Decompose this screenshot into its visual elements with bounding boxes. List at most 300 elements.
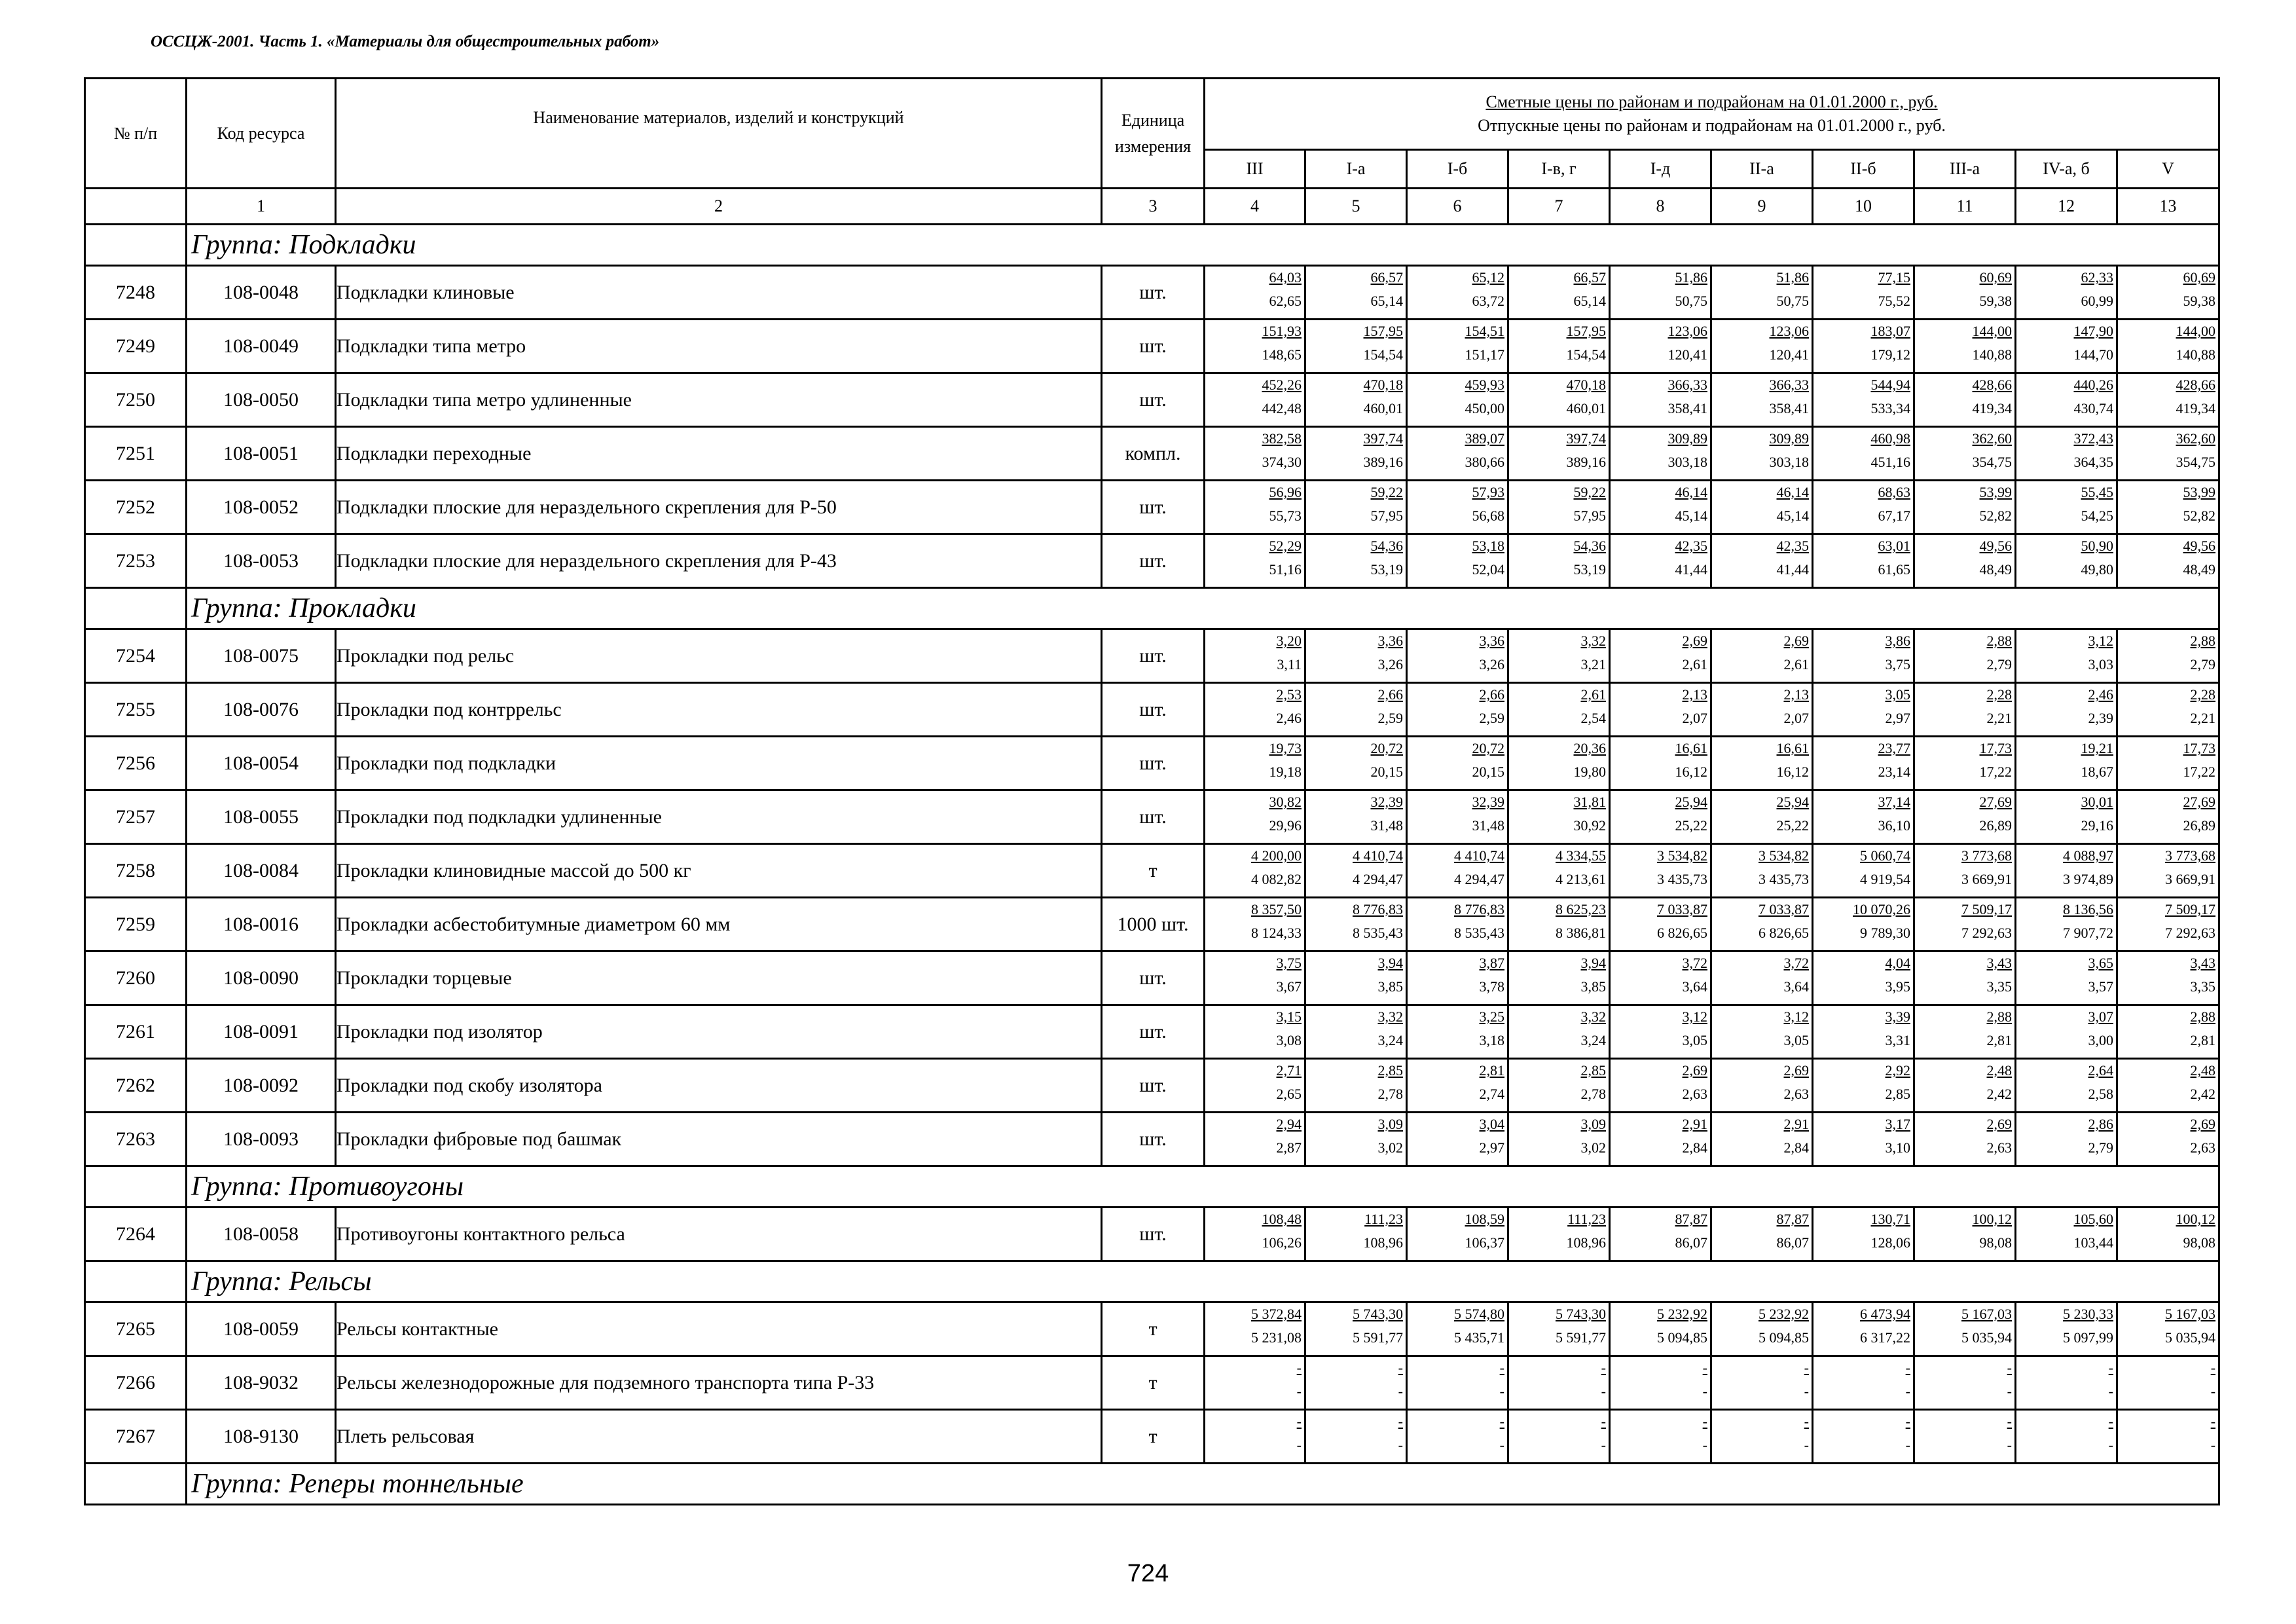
price-cell: [1305, 629, 1407, 683]
price-cell: [2117, 790, 2219, 844]
material-name: Подкладки клиновые: [336, 266, 1102, 320]
estimate-price: 42,35: [1675, 538, 1707, 554]
price-cell: [2016, 373, 2117, 427]
price-cell: [1610, 320, 1711, 373]
price-cell: [1813, 1356, 1914, 1410]
price-cell: [1610, 266, 1711, 320]
price-cell: [1508, 534, 1610, 588]
price-cell: [1914, 629, 2016, 683]
price-cell: [1407, 1356, 1508, 1410]
release-price: -: [1296, 1437, 1302, 1453]
estimate-price: 2,81: [1479, 1062, 1504, 1079]
material-name: Прокладки под контррельс: [336, 683, 1102, 737]
price-cell: [1813, 683, 1914, 737]
estimate-price: 309,89: [1769, 430, 1809, 447]
release-price: 2,63: [1783, 1086, 1809, 1102]
estimate-price: -: [2007, 1413, 2012, 1430]
release-price: 29,16: [2081, 817, 2113, 834]
release-price: 460,01: [1363, 400, 1403, 416]
estimate-price: 51,86: [1675, 269, 1707, 286]
unit-of-measure: шт.: [1102, 534, 1205, 588]
release-price: 2,54: [1580, 710, 1606, 726]
price-cell: [2117, 1356, 2219, 1410]
release-price: 3,24: [1377, 1032, 1403, 1048]
release-price: 2,59: [1377, 710, 1403, 726]
material-name: Подкладки плоские для нераздельного скрепления для Р-43: [336, 534, 1102, 588]
release-price: 3,02: [1377, 1139, 1403, 1156]
estimate-price: 2,61: [1580, 686, 1606, 703]
group-title: Группа: Подкладки: [191, 230, 416, 260]
material-name: Подкладки плоские для нераздельного скрепления для Р-50: [336, 481, 1102, 534]
estimate-price: 50,90: [2081, 538, 2113, 554]
estimate-price: 2,69: [1986, 1116, 2012, 1132]
release-price: 6 826,65: [1657, 925, 1707, 941]
price-cell: [1305, 1356, 1407, 1410]
price-cell: [1711, 1302, 1813, 1356]
release-price: -: [1804, 1437, 1809, 1453]
release-price: 8 535,43: [1454, 925, 1504, 941]
estimate-price: -: [2210, 1413, 2216, 1430]
running-header: ОССЦЖ-2001. Часть 1. «Материалы для общестроительных работ»: [151, 33, 660, 50]
resource-code: 108-0091: [187, 1005, 336, 1059]
release-price: 2,65: [1276, 1086, 1302, 1102]
estimate-price: 3,65: [2088, 955, 2113, 971]
estimate-price: 3,94: [1580, 955, 1606, 971]
column-index: 7: [1508, 189, 1610, 225]
release-price: 52,82: [2183, 507, 2216, 524]
release-price: 60,99: [2081, 293, 2113, 309]
release-price: 108,96: [1566, 1234, 1606, 1251]
release-price: 5 591,77: [1556, 1329, 1606, 1346]
release-price: 3,03: [2088, 656, 2113, 673]
price-cell: [1407, 481, 1508, 534]
resource-code: 108-0051: [187, 427, 336, 481]
release-price: -: [2007, 1383, 2012, 1399]
release-price: 2,63: [2190, 1139, 2216, 1156]
price-cell: [2016, 481, 2117, 534]
release-price: 3,05: [1783, 1032, 1809, 1048]
release-price: 25,22: [1776, 817, 1809, 834]
price-cell: [1914, 534, 2016, 588]
price-cell: [1711, 898, 1813, 951]
estimate-price: 3,09: [1377, 1116, 1403, 1132]
release-price: 358,41: [1667, 400, 1707, 416]
estimate-price: 3,05: [1885, 686, 1910, 703]
release-price: 3,75: [1885, 656, 1910, 673]
material-name: Прокладки фибровые под башмак: [336, 1113, 1102, 1166]
price-cell: [1914, 320, 2016, 373]
release-price: 3,85: [1377, 978, 1403, 995]
estimate-price: 5 232,92: [1657, 1306, 1707, 1322]
release-price: 36,10: [1878, 817, 1910, 834]
estimate-price: 7 033,87: [1657, 901, 1707, 917]
estimate-price: 5 372,84: [1251, 1306, 1302, 1322]
header-row: [85, 79, 2219, 150]
price-cell: [1305, 481, 1407, 534]
estimate-price: 5 060,74: [1860, 847, 1910, 864]
col-name-header: Наименование материалов, изделий и конструкций: [336, 79, 1102, 189]
table-row: [85, 898, 2219, 951]
price-cell: [1508, 373, 1610, 427]
estimate-price: 2,69: [1682, 1062, 1707, 1079]
release-price: 98,08: [1979, 1234, 2012, 1251]
price-cell: [1914, 844, 2016, 898]
release-price: 106,26: [1262, 1234, 1302, 1251]
group-spacer: [85, 1261, 187, 1302]
unit-of-measure: компл.: [1102, 427, 1205, 481]
price-cell: [1508, 790, 1610, 844]
material-name: Противоугоны контактного рельса: [336, 1208, 1102, 1261]
estimate-price: 3,36: [1377, 633, 1403, 649]
release-price: 2,84: [1682, 1139, 1707, 1156]
price-cell: [1813, 1005, 1914, 1059]
row-number: 7250: [85, 373, 187, 427]
price-cell: [1305, 1302, 1407, 1356]
release-price: 3,18: [1479, 1032, 1504, 1048]
release-price: 45,14: [1675, 507, 1707, 524]
row-number: 7251: [85, 427, 187, 481]
group-row: [85, 1464, 2219, 1505]
estimate-price: 2,69: [1783, 633, 1809, 649]
release-price: 49,80: [2081, 561, 2113, 578]
price-cell: [1508, 1208, 1610, 1261]
price-cell: [1610, 1410, 1711, 1464]
estimate-price: 3,12: [1783, 1008, 1809, 1025]
release-price: 154,54: [1566, 346, 1606, 363]
estimate-price: 60,69: [1979, 269, 2012, 286]
unit-of-measure: т: [1102, 1356, 1205, 1410]
estimate-price: 77,15: [1878, 269, 1910, 286]
group-cell: [187, 1261, 2219, 1302]
release-price: 55,73: [1269, 507, 1302, 524]
estimate-price: 470,18: [1363, 377, 1403, 393]
price-cell: [2016, 951, 2117, 1005]
estimate-price: 87,87: [1776, 1211, 1809, 1227]
estimate-price: 62,33: [2081, 269, 2113, 286]
col-unit-header: Единица измерения: [1102, 79, 1205, 189]
estimate-price: 5 743,30: [1556, 1306, 1606, 1322]
estimate-price: 3,32: [1580, 633, 1606, 649]
estimate-price: 2,91: [1682, 1116, 1707, 1132]
price-cell: [1813, 1302, 1914, 1356]
price-cell: [1914, 1005, 2016, 1059]
estimate-price: 144,00: [2176, 323, 2216, 339]
estimate-price: 2,46: [2088, 686, 2113, 703]
estimate-price: 54,36: [1370, 538, 1403, 554]
group-spacer: [85, 1166, 187, 1208]
price-cell: [1610, 1113, 1711, 1166]
release-price: 59,38: [2183, 293, 2216, 309]
estimate-price: 3,12: [1682, 1008, 1707, 1025]
material-name: Прокладки под подкладки: [336, 737, 1102, 790]
estimate-price: 157,95: [1566, 323, 1606, 339]
estimate-price: 183,07: [1870, 323, 1910, 339]
release-price: -: [1702, 1383, 1707, 1399]
price-cell: [1914, 1356, 2016, 1410]
price-cell: [1914, 481, 2016, 534]
column-index: 3: [1102, 189, 1205, 225]
row-number: 7260: [85, 951, 187, 1005]
estimate-price: 4 410,74: [1353, 847, 1403, 864]
material-name: Подкладки переходные: [336, 427, 1102, 481]
estimate-price: 2,28: [1986, 686, 2012, 703]
estimate-price: 111,23: [1364, 1211, 1403, 1227]
estimate-price: -: [1702, 1359, 1707, 1376]
price-cell: [1205, 951, 1305, 1005]
estimate-price: 5 743,30: [1353, 1306, 1403, 1322]
prices-title-release: Отпускные цены по районам и подрайонам на 01.01.2000 г., руб.: [1478, 116, 1946, 135]
release-price: 108,96: [1363, 1234, 1403, 1251]
estimate-price: 56,96: [1269, 484, 1302, 500]
material-name: Прокладки асбестобитумные диаметром 60 мм: [336, 898, 1102, 951]
price-cell: [1508, 266, 1610, 320]
estimate-price: 2,64: [2088, 1062, 2113, 1079]
estimate-price: 8 776,83: [1353, 901, 1403, 917]
price-cell: [1610, 790, 1711, 844]
release-price: 4 213,61: [1556, 871, 1606, 887]
release-price: 2,78: [1377, 1086, 1403, 1102]
estimate-price: 3,43: [1986, 955, 2012, 971]
table-row: [85, 427, 2219, 481]
release-price: 3 435,73: [1657, 871, 1707, 887]
price-cell: [2016, 1059, 2117, 1113]
table-row: [85, 1208, 2219, 1261]
release-price: -: [1499, 1383, 1504, 1399]
price-cell: [1205, 844, 1305, 898]
price-cell: [1914, 790, 2016, 844]
estimate-price: 64,03: [1269, 269, 1302, 286]
table-row: [85, 266, 2219, 320]
price-cell: [1813, 427, 1914, 481]
price-cell: [2016, 844, 2117, 898]
price-cell: [2016, 629, 2117, 683]
estimate-price: -: [2108, 1359, 2113, 1376]
estimate-price: 53,99: [2183, 484, 2216, 500]
price-cell: [2016, 427, 2117, 481]
release-price: 3 974,89: [2063, 871, 2113, 887]
resource-code: 108-0076: [187, 683, 336, 737]
price-cell: [2117, 266, 2219, 320]
estimate-price: 2,28: [2190, 686, 2216, 703]
group-row: [85, 1261, 2219, 1302]
estimate-price: 20,72: [1472, 740, 1504, 756]
price-cell: [1407, 790, 1508, 844]
release-price: 3,24: [1580, 1032, 1606, 1048]
release-price: 2,97: [1479, 1139, 1504, 1156]
release-price: 450,00: [1465, 400, 1504, 416]
release-price: 86,07: [1675, 1234, 1707, 1251]
estimate-price: 3,20: [1276, 633, 1302, 649]
release-price: 2,79: [2190, 656, 2216, 673]
price-cell: [1305, 1059, 1407, 1113]
price-cell: [1610, 1059, 1711, 1113]
estimate-price: 108,48: [1262, 1211, 1302, 1227]
price-cell: [1711, 266, 1813, 320]
release-price: 7 292,63: [1961, 925, 2012, 941]
price-cell: [2117, 427, 2219, 481]
price-cell: [1711, 683, 1813, 737]
release-price: -: [2007, 1437, 2012, 1453]
region-header: III: [1205, 150, 1305, 189]
price-cell: [2117, 534, 2219, 588]
estimate-price: 108,59: [1465, 1211, 1504, 1227]
estimate-price: 2,88: [1986, 1008, 2012, 1025]
release-price: 31,48: [1472, 817, 1504, 834]
price-cell: [1711, 1005, 1813, 1059]
resource-code: 108-0058: [187, 1208, 336, 1261]
price-cell: [1508, 951, 1610, 1005]
price-cell: [1508, 1410, 1610, 1464]
estimate-price: 63,01: [1878, 538, 1910, 554]
resource-code: 108-0049: [187, 320, 336, 373]
price-cell: [1813, 534, 1914, 588]
release-price: -: [1601, 1383, 1606, 1399]
price-cell: [1407, 266, 1508, 320]
estimate-price: 2,85: [1377, 1062, 1403, 1079]
table-row: [85, 1113, 2219, 1166]
release-price: 2,63: [1986, 1139, 2012, 1156]
price-cell: [1711, 320, 1813, 373]
release-price: 17,22: [2183, 764, 2216, 780]
column-index: 11: [1914, 189, 2016, 225]
estimate-price: 3,17: [1885, 1116, 1910, 1132]
column-index: [85, 189, 187, 225]
price-cell: [2117, 1208, 2219, 1261]
price-cell: [1711, 1356, 1813, 1410]
estimate-price: -: [1296, 1359, 1302, 1376]
price-cell: [1508, 737, 1610, 790]
price-cell: [1711, 373, 1813, 427]
release-price: 3 669,91: [2165, 871, 2216, 887]
price-cell: [1914, 427, 2016, 481]
estimate-price: 372,43: [2073, 430, 2113, 447]
price-cell: [1305, 427, 1407, 481]
resource-code: 108-0092: [187, 1059, 336, 1113]
price-cell: [2117, 373, 2219, 427]
price-cell: [1813, 1113, 1914, 1166]
price-cell: [2016, 266, 2117, 320]
release-price: 3,31: [1885, 1032, 1910, 1048]
estimate-price: 4,04: [1885, 955, 1910, 971]
release-price: 2,87: [1276, 1139, 1302, 1156]
release-price: -: [1804, 1383, 1809, 1399]
estimate-price: 157,95: [1363, 323, 1403, 339]
estimate-price: 52,29: [1269, 538, 1302, 554]
table-row: [85, 1356, 2219, 1410]
unit-of-measure: шт.: [1102, 629, 1205, 683]
price-cell: [2016, 1005, 2117, 1059]
estimate-price: -: [1499, 1413, 1504, 1430]
estimate-price: 32,39: [1370, 794, 1403, 810]
price-cell: [1205, 1005, 1305, 1059]
release-price: 354,75: [1972, 454, 2012, 470]
release-price: 3 435,73: [1758, 871, 1809, 887]
price-cell: [1813, 373, 1914, 427]
price-cell: [1305, 683, 1407, 737]
material-name: Прокладки под скобу изолятора: [336, 1059, 1102, 1113]
unit-of-measure: шт.: [1102, 790, 1205, 844]
estimate-price: -: [2210, 1359, 2216, 1376]
group-title: Группа: Рельсы: [191, 1266, 372, 1297]
estimate-price: 2,53: [1276, 686, 1302, 703]
group-spacer: [85, 225, 187, 266]
price-cell: [1407, 844, 1508, 898]
estimate-price: 2,91: [1783, 1116, 1809, 1132]
price-cell: [1205, 1302, 1305, 1356]
price-cell: [1813, 790, 1914, 844]
price-cell: [1711, 481, 1813, 534]
estimate-price: 3 773,68: [1961, 847, 2012, 864]
price-cell: [2117, 683, 2219, 737]
release-price: 2,21: [1986, 710, 2012, 726]
price-cell: [2016, 737, 2117, 790]
estimate-price: 397,74: [1566, 430, 1606, 447]
price-cell: [1407, 951, 1508, 1005]
price-cell: [1813, 629, 1914, 683]
release-price: 54,25: [2081, 507, 2113, 524]
release-price: 5 435,71: [1454, 1329, 1504, 1346]
estimate-price: 428,66: [1972, 377, 2012, 393]
estimate-price: 66,57: [1370, 269, 1403, 286]
estimate-price: 2,48: [1986, 1062, 2012, 1079]
release-price: -: [2108, 1437, 2113, 1453]
price-cell: [1610, 481, 1711, 534]
table-row: [85, 320, 2219, 373]
estimate-price: -: [1398, 1359, 1403, 1376]
price-cell: [1205, 737, 1305, 790]
estimate-price: -: [1499, 1359, 1504, 1376]
release-price: 2,61: [1783, 656, 1809, 673]
release-price: -: [1905, 1437, 1910, 1453]
release-price: 2,61: [1682, 656, 1707, 673]
estimate-price: 5 232,92: [1758, 1306, 1809, 1322]
estimate-price: 8 625,23: [1556, 901, 1606, 917]
estimate-price: 25,94: [1675, 794, 1707, 810]
release-price: 2,85: [1885, 1086, 1910, 1102]
price-cell: [1813, 737, 1914, 790]
price-cell: [2117, 1005, 2219, 1059]
group-row: [85, 1166, 2219, 1208]
region-header: II-а: [1711, 150, 1813, 189]
index-row: [85, 189, 2219, 225]
estimate-price: 2,13: [1682, 686, 1707, 703]
release-price: 2,58: [2088, 1086, 2113, 1102]
release-price: 41,44: [1776, 561, 1809, 578]
group-title: Группа: Прокладки: [191, 593, 416, 623]
price-cell: [1205, 790, 1305, 844]
estimate-price: 3,32: [1580, 1008, 1606, 1025]
unit-of-measure: 1000 шт.: [1102, 898, 1205, 951]
price-cell: [1205, 1113, 1305, 1166]
price-cell: [1711, 629, 1813, 683]
estimate-price: -: [1804, 1359, 1809, 1376]
estimate-price: 31,81: [1573, 794, 1606, 810]
estimate-price: 20,36: [1573, 740, 1606, 756]
material-name: Рельсы железнодорожные для подземного транспорта типа Р-33: [336, 1356, 1102, 1410]
price-cell: [2117, 844, 2219, 898]
unit-of-measure: шт.: [1102, 1005, 1205, 1059]
price-cell: [1813, 951, 1914, 1005]
estimate-price: 30,01: [2081, 794, 2113, 810]
resource-code: 108-0048: [187, 266, 336, 320]
price-cell: [1305, 1410, 1407, 1464]
release-price: 17,22: [1979, 764, 2012, 780]
price-cell: [2016, 1410, 2117, 1464]
estimate-price: 8 136,56: [2063, 901, 2113, 917]
price-cell: [1610, 844, 1711, 898]
price-cell: [1407, 1302, 1508, 1356]
release-price: -: [2210, 1437, 2216, 1453]
